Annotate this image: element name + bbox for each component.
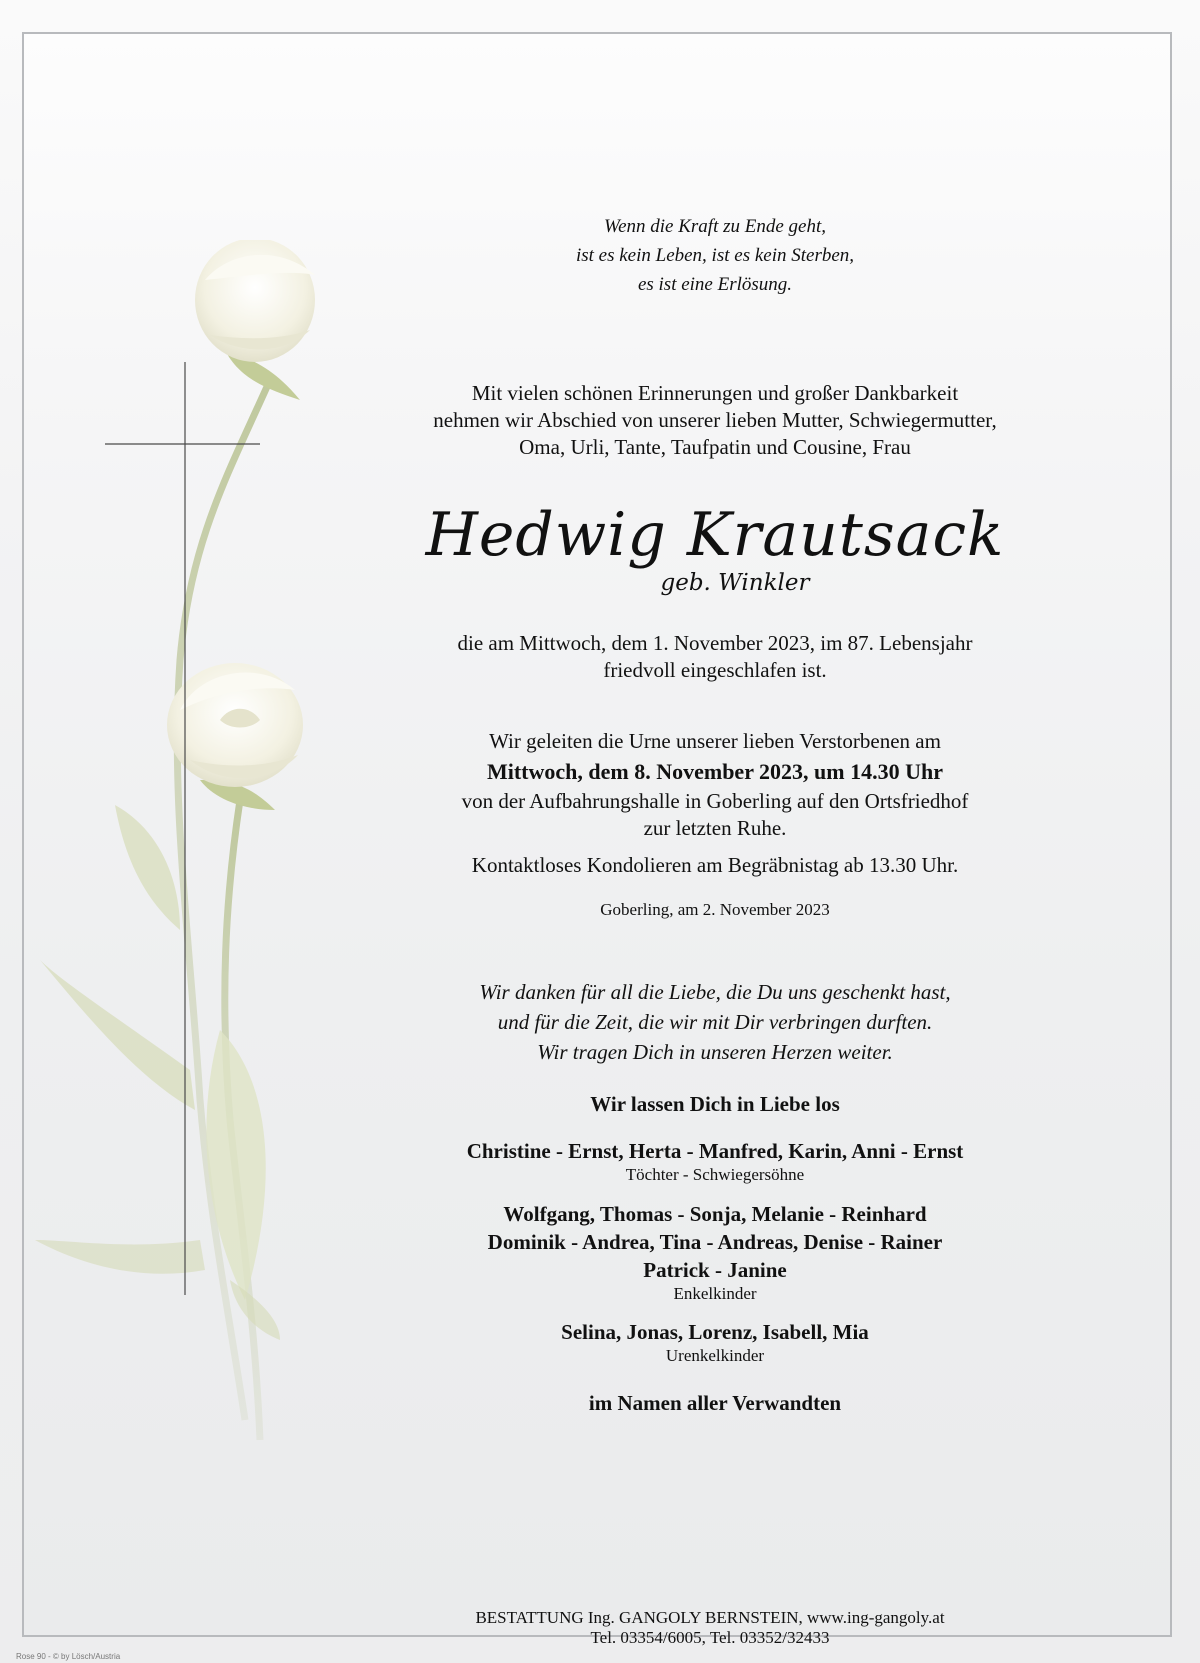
death-line: die am Mittwoch, dem 1. November 2023, im 87. Lebensjahr bbox=[457, 631, 973, 655]
quote-line: ist es kein Leben, ist es kein Sterben, bbox=[575, 245, 855, 266]
undertaker-line: Tel. 03354/6005, Tel. 03352/32433 bbox=[590, 1628, 830, 1647]
family-names: Patrick - Janine bbox=[643, 1258, 787, 1282]
intro-line: Mit vielen schönen Erinnerungen und großer Dankbarkeit bbox=[471, 381, 959, 405]
undertaker-line: BESTATTUNG Ing. GANGOLY BERNSTEIN, www.ing-gangoly.at bbox=[475, 1608, 945, 1627]
closing-quote bbox=[380, 977, 1050, 1067]
intro-line: Oma, Urli, Tante, Taufpatin und Cousine, Frau bbox=[519, 435, 911, 459]
family-names: Dominik - Andrea, Tina - Andreas, Denise - Rainer bbox=[487, 1230, 943, 1254]
death-notice bbox=[380, 630, 1050, 684]
condolence-note: Kontaktloses Kondolieren am Begräbnistag ab 13.30 Uhr. bbox=[471, 853, 959, 877]
family-names: Christine - Ernst, Herta - Manfred, Karin, Anni - Ernst bbox=[466, 1139, 964, 1163]
death-line: friedvoll eingeschlafen ist. bbox=[603, 658, 827, 682]
leaf bbox=[35, 1240, 205, 1274]
deceased-name: Hedwig Krautsack bbox=[425, 500, 1005, 570]
family-grandchildren bbox=[380, 1200, 1050, 1304]
funeral-notice bbox=[380, 728, 1050, 842]
undertaker-info bbox=[430, 1608, 990, 1648]
white-roses-illustration bbox=[30, 240, 350, 1490]
funeral-line: Wir geleiten die Urne unserer lieben Verstorbenen am bbox=[489, 729, 941, 753]
family-daughters bbox=[380, 1137, 1050, 1185]
quote-line: und für die Zeit, die wir mit Dir verbringen durften. bbox=[497, 1010, 933, 1034]
funeral-date-time: Mittwoch, dem 8. November 2023, um 14.30 Uhr bbox=[486, 759, 944, 784]
leaf bbox=[206, 1030, 265, 1300]
leaf bbox=[115, 805, 180, 930]
intro-text bbox=[380, 380, 1050, 461]
intro-line: nehmen wir Abschied von unserer lieben Mutter, Schwiegermutter, bbox=[433, 408, 997, 432]
leaf bbox=[40, 960, 195, 1110]
funeral-line: von der Aufbahrungshalle in Goberling auf den Ortsfriedhof bbox=[461, 789, 969, 813]
rose-bud-upper bbox=[195, 240, 315, 362]
family-names: Wolfgang, Thomas - Sonja, Melanie - Reinhard bbox=[503, 1202, 927, 1226]
family-role: Urenkelkinder bbox=[665, 1346, 765, 1365]
funeral-line: zur letzten Ruhe. bbox=[643, 816, 787, 840]
image-credit: Rose 90 - © by Lösch/Austria bbox=[16, 1652, 121, 1661]
farewell-heading: Wir lassen Dich in Liebe los bbox=[590, 1092, 840, 1116]
on-behalf-line: im Namen aller Verwandten bbox=[588, 1391, 842, 1415]
family-names: Selina, Jonas, Lorenz, Isabell, Mia bbox=[561, 1320, 869, 1344]
maiden-name: geb. Winkler bbox=[660, 570, 810, 596]
quote-line: Wir danken für all die Liebe, die Du uns geschenkt hast, bbox=[479, 980, 951, 1004]
family-great-grandchildren bbox=[380, 1318, 1050, 1366]
place-date: Goberling, am 2. November 2023 bbox=[600, 900, 830, 919]
family-role: Enkelkinder bbox=[673, 1284, 757, 1303]
quote-line: es ist eine Erlösung. bbox=[637, 274, 793, 295]
rose-bloom-lower bbox=[167, 663, 303, 787]
quote-line: Wir tragen Dich in unseren Herzen weiter. bbox=[537, 1040, 893, 1064]
quote-line: Wenn die Kraft zu Ende geht, bbox=[604, 216, 826, 237]
family-role: Töchter - Schwiegersöhne bbox=[625, 1165, 805, 1184]
opening-quote bbox=[380, 212, 1050, 299]
